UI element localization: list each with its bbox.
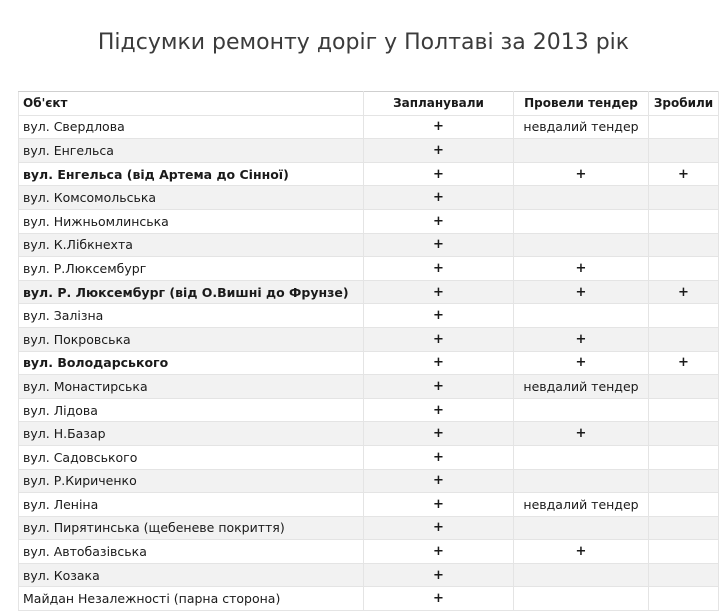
cell-planned: + — [364, 115, 514, 139]
cell-tender — [514, 516, 649, 540]
cell-object: вул. Залізна — [19, 304, 364, 328]
page-title: Підсумки ремонту доріг у Полтаві за 2013 рік — [97, 30, 630, 55]
column-header-done: Зробили — [649, 92, 719, 116]
cell-tender — [514, 209, 649, 233]
cell-done — [649, 186, 719, 210]
table-row — [19, 139, 719, 163]
cell-object: вул. К.Лібкнехта — [19, 233, 364, 257]
table-row — [19, 493, 719, 517]
cell-planned: + — [364, 422, 514, 446]
cell-done — [649, 139, 719, 163]
cell-done — [649, 375, 719, 399]
cell-done — [649, 422, 719, 446]
cell-planned: + — [364, 327, 514, 351]
cell-planned: + — [364, 233, 514, 257]
cell-planned: + — [364, 139, 514, 163]
cell-planned: + — [364, 257, 514, 281]
cell-done — [649, 304, 719, 328]
cell-tender — [514, 304, 649, 328]
cell-planned: + — [364, 162, 514, 186]
column-header-planned: Запланували — [364, 92, 514, 116]
cell-tender: + — [514, 422, 649, 446]
cell-planned: + — [364, 375, 514, 399]
cell-done — [649, 209, 719, 233]
table-row — [19, 304, 719, 328]
cell-done — [649, 327, 719, 351]
cell-tender: + — [514, 280, 649, 304]
cell-planned: + — [364, 516, 514, 540]
cell-tender — [514, 139, 649, 163]
table-row — [19, 327, 719, 351]
cell-tender — [514, 186, 649, 210]
cell-tender: + — [514, 162, 649, 186]
column-header-tender: Провели тендер — [514, 92, 649, 116]
cell-object: вул. Садовського — [19, 445, 364, 469]
table-row — [19, 209, 719, 233]
cell-tender — [514, 398, 649, 422]
table-row — [19, 422, 719, 446]
cell-done: + — [649, 162, 719, 186]
cell-done — [649, 563, 719, 587]
cell-planned: + — [364, 209, 514, 233]
cell-tender: невдалий тендер — [514, 493, 649, 517]
table-row — [19, 233, 719, 257]
cell-tender: невдалий тендер — [514, 115, 649, 139]
cell-object: вул. Леніна — [19, 493, 364, 517]
cell-planned: + — [364, 398, 514, 422]
table-row — [19, 257, 719, 281]
cell-tender — [514, 587, 649, 611]
cell-done — [649, 516, 719, 540]
cell-object: вул. Свердлова — [19, 115, 364, 139]
cell-planned: + — [364, 540, 514, 564]
cell-tender: + — [514, 257, 649, 281]
cell-done — [649, 257, 719, 281]
cell-planned: + — [364, 186, 514, 210]
cell-done — [649, 233, 719, 257]
table-row — [19, 516, 719, 540]
cell-object: вул. Нижньомлинська — [19, 209, 364, 233]
cell-tender — [514, 445, 649, 469]
cell-tender: невдалий тендер — [514, 375, 649, 399]
cell-done — [649, 398, 719, 422]
cell-done — [649, 540, 719, 564]
roads-table — [18, 91, 719, 611]
cell-tender — [514, 469, 649, 493]
cell-object: вул. Енгельса — [19, 139, 364, 163]
cell-tender — [514, 233, 649, 257]
table-row — [19, 445, 719, 469]
cell-done: + — [649, 280, 719, 304]
cell-object: вул. Автобазівська — [19, 540, 364, 564]
cell-planned: + — [364, 445, 514, 469]
table-row — [19, 162, 719, 186]
cell-tender: + — [514, 540, 649, 564]
cell-tender: + — [514, 327, 649, 351]
cell-tender: + — [514, 351, 649, 375]
cell-object: вул. Н.Базар — [19, 422, 364, 446]
table-row — [19, 115, 719, 139]
column-header-object: Об'єкт — [19, 92, 364, 116]
cell-done — [649, 115, 719, 139]
cell-planned: + — [364, 280, 514, 304]
cell-planned: + — [364, 469, 514, 493]
table-row — [19, 351, 719, 375]
cell-object: вул. Р.Кириченко — [19, 469, 364, 493]
table-row — [19, 469, 719, 493]
table-row — [19, 375, 719, 399]
table-row — [19, 540, 719, 564]
cell-tender — [514, 563, 649, 587]
table-row — [19, 280, 719, 304]
cell-planned: + — [364, 493, 514, 517]
cell-done — [649, 469, 719, 493]
cell-object: вул. Комсомольська — [19, 186, 364, 210]
table-header-row — [19, 92, 719, 116]
cell-planned: + — [364, 304, 514, 328]
cell-planned: + — [364, 351, 514, 375]
cell-object: вул. Лідова — [19, 398, 364, 422]
cell-object: Майдан Незалежності (парна сторона) — [19, 587, 364, 611]
cell-object: вул. Пирятинська (щебеневе покриття) — [19, 516, 364, 540]
table-row — [19, 398, 719, 422]
cell-done: + — [649, 351, 719, 375]
cell-object: вул. Володарського — [19, 351, 364, 375]
cell-object: вул. Покровська — [19, 327, 364, 351]
cell-object: вул. Енгельса (від Артема до Сінної) — [19, 162, 364, 186]
cell-done — [649, 493, 719, 517]
table-row — [19, 587, 719, 611]
cell-object: вул. Козака — [19, 563, 364, 587]
cell-done — [649, 445, 719, 469]
table-row — [19, 563, 719, 587]
table-row — [19, 186, 719, 210]
cell-done — [649, 587, 719, 611]
cell-object: вул. Р. Люксембург (від О.Вишні до Фрунзе) — [19, 280, 364, 304]
cell-object: вул. Р.Люксембург — [19, 257, 364, 281]
cell-planned: + — [364, 563, 514, 587]
cell-planned: + — [364, 587, 514, 611]
cell-object: вул. Монастирська — [19, 375, 364, 399]
